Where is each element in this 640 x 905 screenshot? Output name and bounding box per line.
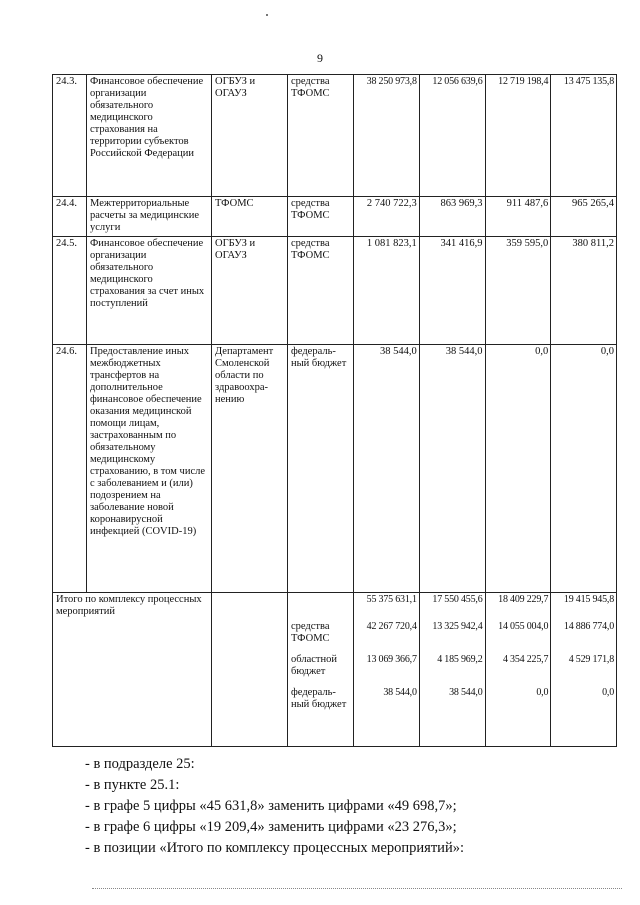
summary-tfoms-total: 42 267 720,4: [366, 621, 417, 632]
note-line: - в подразделе 25:: [85, 756, 195, 772]
summary-regional-year-2: 4 354 225,7: [502, 654, 549, 665]
row-year-3: 0,0: [551, 345, 617, 593]
summary-source-regional: областной бюджет: [291, 654, 337, 677]
row-source: средства ТФОМС: [288, 237, 354, 345]
summary-total: 55 375 631,1: [366, 594, 417, 605]
row-code: 24.3.: [53, 75, 87, 197]
summary-row: [53, 593, 617, 747]
note-line: - в графе 6 цифры «19 209,4» заменить цифрами «23 276,3»;: [85, 819, 457, 835]
row-code: 24.6.: [53, 345, 87, 593]
row-name: Финансовое обеспечение организации обязательного медицинского страхования за счет иных поступлений: [87, 237, 212, 345]
row-year-3: 965 265,4: [551, 197, 617, 237]
summary-sources: [288, 593, 354, 747]
summary-federal-year-3: 0,0: [602, 687, 614, 698]
summary-total-col: [354, 593, 420, 747]
summary-tfoms-year-1: 13 325 942,4: [432, 621, 483, 632]
row-total: 38 250 973,8: [354, 75, 420, 197]
row-executor: Департамент Смоленской области по здравоохра-нению: [212, 345, 288, 593]
row-source: средства ТФОМС: [288, 75, 354, 197]
page-number: 9: [317, 51, 323, 65]
row-source: средства ТФОМС: [288, 197, 354, 237]
summary-source-tfoms: средства ТФОМС: [291, 621, 330, 644]
row-executor: ТФОМС: [212, 197, 288, 237]
row-executor: ОГБУЗ и ОГАУЗ: [212, 237, 288, 345]
summary-year-2: 18 409 229,7: [498, 594, 549, 605]
summary-executor: [212, 593, 288, 747]
bottom-rule: [92, 888, 622, 889]
summary-regional-year-3: 4 529 171,8: [568, 654, 614, 665]
summary-label: [53, 593, 212, 747]
row-year-1: 341 416,9: [419, 237, 485, 345]
table-row: [53, 197, 617, 237]
note-line: - в графе 5 цифры «45 631,8» заменить цифрами «49 698,7»;: [85, 798, 457, 814]
summary-federal-year-2: 0,0: [536, 687, 549, 698]
summary-tfoms-year-2: 14 055 004,0: [498, 621, 549, 632]
row-name: Межтерриториальные расчеты за медицинские услуги: [87, 197, 212, 237]
row-year-3: 380 811,2: [551, 237, 617, 345]
row-code: 24.4.: [53, 197, 87, 237]
summary-year-2-col: [485, 593, 551, 747]
row-total: 38 544,0: [354, 345, 420, 593]
row-total: 1 081 823,1: [354, 237, 420, 345]
table-row: [53, 345, 617, 593]
budget-table: [52, 74, 617, 747]
summary-source-federal: федераль-ный бюджет: [291, 687, 347, 710]
row-year-2: 0,0: [485, 345, 551, 593]
summary-tfoms-year-3: 14 886 774,0: [563, 621, 614, 632]
table-row: [53, 75, 617, 197]
summary-regional-total: 13 069 366,7: [366, 654, 417, 665]
summary-label-text: Итого по комплексу процессных мероприятий: [56, 594, 202, 617]
note-line: - в позиции «Итого по комплексу процессных мероприятий»:: [85, 840, 464, 856]
row-year-3: 13 475 135,8: [551, 75, 617, 197]
summary-federal-year-1: 38 544,0: [449, 687, 483, 698]
summary-year-1: 17 550 455,6: [432, 594, 483, 605]
row-year-2: 359 595,0: [485, 237, 551, 345]
note-line: - в пункте 25.1:: [85, 777, 180, 793]
row-year-2: 911 487,6: [485, 197, 551, 237]
row-code: 24.5.: [53, 237, 87, 345]
summary-year-3: 19 415 945,8: [563, 594, 614, 605]
amendment-notes: [85, 754, 625, 859]
table-row: [53, 237, 617, 345]
row-name: Финансовое обеспечение организации обязательного медицинского страхования на территории субъектов Российской Федерации: [87, 75, 212, 197]
row-year-1: 38 544,0: [419, 345, 485, 593]
summary-federal-total: 38 544,0: [383, 687, 417, 698]
row-year-1: 12 056 639,6: [419, 75, 485, 197]
summary-regional-year-1: 4 185 969,2: [437, 654, 483, 665]
row-source: федераль-ный бюджет: [288, 345, 354, 593]
row-executor: ОГБУЗ и ОГАУЗ: [212, 75, 288, 197]
row-year-1: 863 969,3: [419, 197, 485, 237]
row-name: Предоставление иных межбюджетных трансфертов на дополнительное финансовое обеспечение оказания медицинской помощи лицам, застрахованным по обязательному медицинскому страхованию, в том числе с заболеванием и (или) подозрением на заболевание новой коронавирусной инфекцией (COVID-19): [87, 345, 212, 593]
row-year-2: 12 719 198,4: [485, 75, 551, 197]
summary-year-3-col: [551, 593, 617, 747]
row-total: 2 740 722,3: [354, 197, 420, 237]
scan-artifact: [266, 14, 268, 16]
summary-year-1-col: [419, 593, 485, 747]
